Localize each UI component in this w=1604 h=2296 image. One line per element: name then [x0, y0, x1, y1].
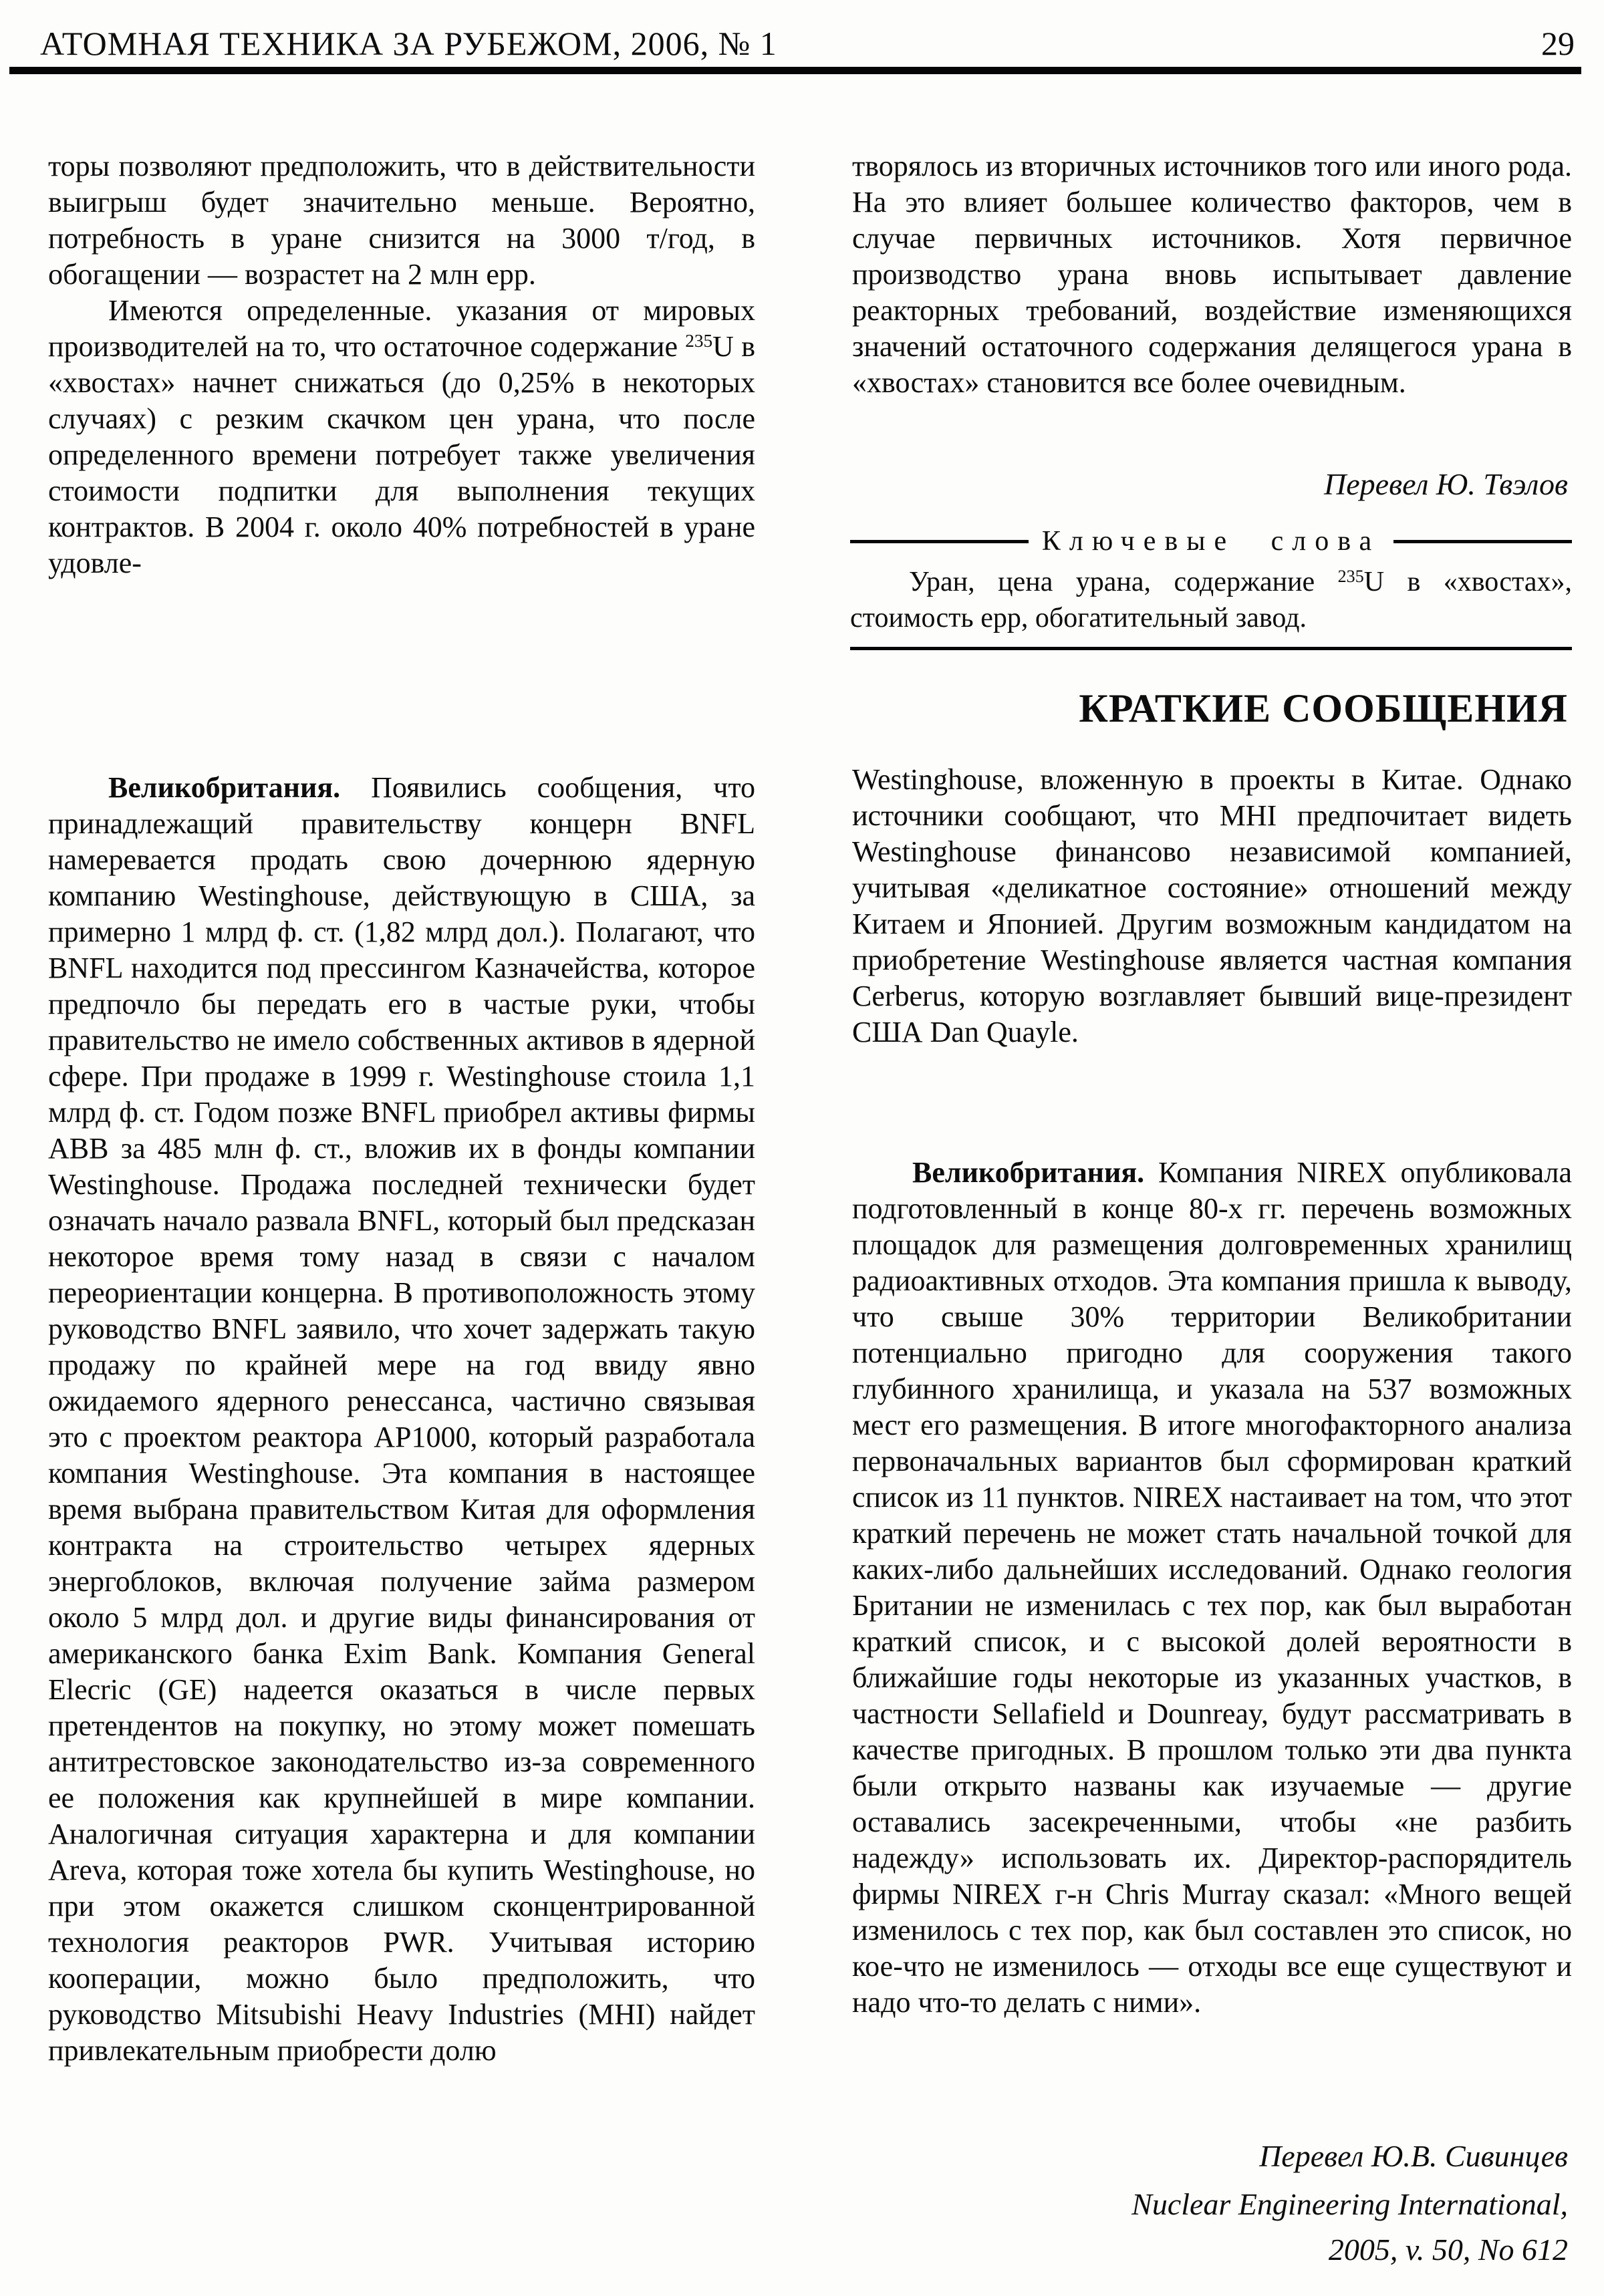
paragraph: торы позволяют предположить, что в действительности выигрыш будет значительно меньше. Вероятно, потребность в уране снизится на 3000 т/год, в обогащении — возрастет на 2 млн ерр. [48, 150, 755, 291]
country-lead: Великобритания. [108, 771, 341, 804]
right-column-bnfl-continuation [852, 762, 1572, 1050]
paragraph: творялось из вторичных источников того или иного рода. На это влияет большее количество факторов, чем в случае первичных источников. Хотя первичное производство урана вновь испытывает давление реакторных требований, воздействие изменяющихся значений остаточного содержания делящегося урана в «хвостах» становится все более очевидным. [852, 150, 1572, 399]
translator-line: Перевел Ю. Твэлов [1324, 467, 1568, 501]
keywords-rule-right [1393, 540, 1572, 543]
country-lead: Великобритания. [912, 1156, 1145, 1189]
paragraph: Имеются определенные. указания от мировых производителей на то, что остаточное содержание $^{235}$U в «хвостах» начнет снижаться (до 0,25% в некоторых случаях) с резким скачком цен урана, что после определенного времени потребует также увеличения стоимости подпитки для выполнения текущих контрактов. В 2004 г. около 40% потребностей в уране удовле- [48, 294, 755, 579]
left-column-article-continuation [48, 148, 755, 581]
section-heading: КРАТКИЕ СООБЩЕНИЯ [1079, 686, 1568, 730]
source-line: 2005, v. 50, No 612 [1328, 2233, 1568, 2267]
keywords-bottom-rule [850, 647, 1572, 650]
header-rule [9, 67, 1581, 74]
paragraph-text: Компания NIREX опубликовала подготовленный в конце 80-х гг. перечень возможных площадок для размещения долговременных хранилищ радиоактивных отходов. Эта компания пришла к выводу, что свыше 30% территории Великобритании потенциально пригодно для сооружения такого глубинного хранилища, и указала на 537 возможных мест его размещения. В итоге многофакторного анализа первоначальных вариантов был сформирован краткий список из 11 пунктов. NIREX настаивает на том, что этот краткий перечень не может стать начальной точкой для каких-либо дальнейших исследований. Однако геология Британии не изменилась с тех пор, как был выработан краткий список, и с высокой долей вероятности в ближайшие годы некоторые из указанных участков, в частности Sellafield и Dounreay, будут рассматривать в качестве пригодных. В прошлом только эти два пункта были открыто названы как изучаемые — другие оставались засекреченными, чтобы «не разбить надежду» использовать их. Директор-распорядитель фирмы NIREX г-н Chris Murray сказал: «Много вещей изменилось с тех пор, как был составлен это список, но кое-что не изменилось — отходы все еще существуют и надо что-то делать с ними». [852, 1156, 1572, 2019]
journal-title: АТОМНАЯ ТЕХНИКА ЗА РУБЕЖОМ, 2006, № 1 [40, 25, 777, 62]
paragraph [852, 1155, 1572, 2021]
translator-line: Перевел Ю.В. Сивинцев [1259, 2139, 1568, 2173]
keywords-text: Уран, цена урана, содержание $^{235}$U в «хвостах», стоимость ерр, обогатительный завод. [850, 566, 1573, 633]
source-line: Nuclear Engineering International, [1131, 2187, 1568, 2221]
keywords-divider [850, 525, 1572, 557]
keywords-label: Ключевые слова [1041, 526, 1381, 557]
left-column-uk-bnfl-brief [48, 770, 755, 2069]
paragraph-text: Появились сообщения, что принадлежащий правительству концерн BNFL намеревается продать свою дочернюю ядерную компанию Westinghouse, действующую в США, за примерно 1 млрд ф. ст. (1,82 млрд дол.). Полагают, что BNFL находится под прессингом Казначейства, которое предпочло бы передать его в частые руки, чтобы правительство не имело собственных активов в ядерной сфере. При продаже в 1999 г. Westinghouse стоила 1,1 млрд ф. ст. Годом позже BNFL приобрел активы фирмы ABB за 485 млн ф. ст., вложив их в фонды компании Westinghouse. Продажа последней технически будет означать начало развала BNFL, который был предсказан некоторое время тому назад в связи с началом переориентации концерна. В противоположность этому руководство BNFL заявило, что хочет задержать такую продажу по крайней мере на год ввиду явно ожидаемого ядерного ренессанса, частично связывая это с проектом реактора AP1000, который разработала компания Westinghouse. Эта компания в настоящее время выбрана правительством Китая для оформления контракта на строительство четырех ядерных энергоблоков, включая получение займа размером около 5 млрд дол. и другие виды финансирования от американского банка Exim Bank. Компания General Elecric (GE) надеется оказаться в числе первых претендентов на покупку, но этому может помешать антитрестовское законодательство из-за современного ее положения как крупнейшей в мире компании. Аналогичная ситуация характерна и для компании Areva, которая тоже хотела бы купить Westinghouse, но при этом окажется слишком сконцентрированной технология реакторов PWR. Учитывая историю кооперации, можно было предположить, что руководство Mitsubishi Heavy Industries (MHI) найдет привлекательным приобрести долю [48, 771, 755, 2067]
paragraph [48, 770, 755, 2069]
paragraph: Westinghouse, вложенную в проекты в Китае. Однако источники сообщают, что MHI предпочитает видеть Westinghouse финансово независимой компанией, учитывая «деликатное состояние» отношений между Китаем и Японией. Другим возможным кандидатом на приобретение Westinghouse является частная компания Cerberus, которую возглавляет бывший вице-президент США Dan Quayle. [852, 763, 1572, 1048]
page-number: 29 [1541, 25, 1575, 62]
right-column-article-end [852, 148, 1572, 401]
keywords-rule-left [850, 540, 1029, 543]
right-column-uk-nirex-brief [852, 1155, 1572, 2021]
keywords-block [850, 525, 1572, 650]
